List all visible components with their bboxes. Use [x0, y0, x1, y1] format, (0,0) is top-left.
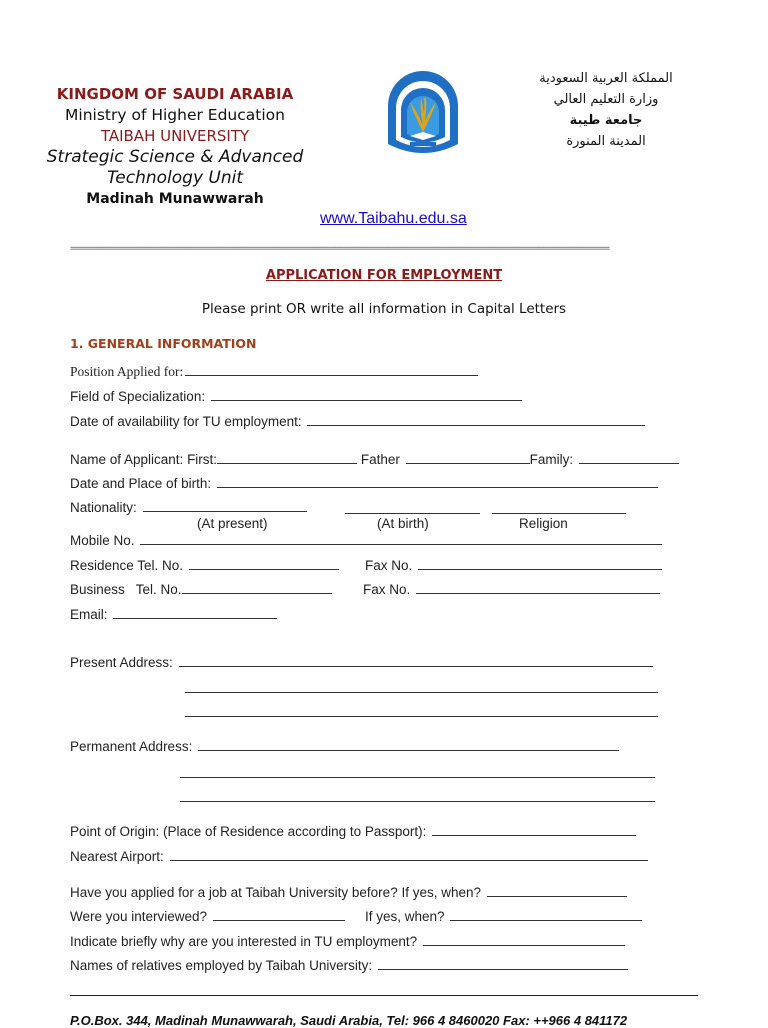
taibah-logo — [380, 66, 466, 160]
arabic-line-2: وزارة التعليم العالي — [553, 92, 659, 107]
residence-fax-field[interactable] — [418, 557, 662, 570]
religion-field[interactable] — [492, 513, 626, 514]
website-link[interactable]: www.Taibahu.edu.sa — [320, 210, 467, 227]
arabic-header — [520, 68, 692, 152]
dob-label: Date and Place of birth: — [70, 476, 212, 491]
email-row — [70, 606, 277, 622]
applied-before-row — [70, 884, 627, 900]
mobile-row — [70, 532, 662, 548]
airport-label: Nearest Airport: — [70, 849, 164, 864]
present-address-field-2[interactable] — [185, 692, 658, 693]
availability-row — [70, 413, 645, 429]
business-fax-field[interactable] — [416, 581, 660, 594]
mobile-label: Mobile No. — [70, 533, 135, 548]
interview-when-row — [365, 908, 642, 924]
relatives-field[interactable] — [378, 957, 628, 970]
father-name-field[interactable] — [406, 451, 530, 464]
business-tel-field[interactable] — [182, 581, 332, 594]
airport-row — [70, 848, 648, 864]
position-row — [70, 363, 478, 380]
mobile-field[interactable] — [140, 532, 662, 545]
email-label: Email: — [70, 607, 108, 622]
applied-before-label: Have you applied for a job at Taibah University before? If yes, when? — [70, 885, 481, 900]
field-row — [70, 388, 522, 404]
relatives-label: Names of relatives employed by Taibah University: — [70, 958, 373, 973]
why-interested-row — [70, 933, 625, 949]
arabic-line-3: جامعة طيبة — [569, 113, 643, 128]
field-label: Field of Specialization: — [70, 389, 206, 404]
at-present-caption: (At present) — [197, 516, 268, 531]
residence-tel-row — [70, 557, 339, 573]
present-address-field-1[interactable] — [179, 654, 653, 667]
origin-row — [70, 823, 636, 839]
field-field[interactable] — [211, 388, 522, 401]
unit-line-2: Technology Unit — [106, 168, 244, 188]
family-name-field[interactable] — [579, 451, 679, 464]
permanent-address-label: Permanent Address: — [70, 739, 193, 754]
origin-label: Point of Origin: (Place of Residence according to Passport): — [70, 824, 427, 839]
footer-address: P.O.Box. 344, Madinah Munawwarah, Saudi Arabia, Tel: 966 4 8460020 Fax: ++966 4 841172 — [70, 1013, 628, 1028]
nationality-present-field[interactable] — [143, 499, 307, 512]
permanent-address-field-1[interactable] — [198, 738, 619, 751]
interview-when-label: If yes, when? — [365, 909, 445, 924]
form-instruction: Please print OR write all information in Capital Letters — [201, 301, 567, 317]
first-name-field[interactable] — [217, 451, 357, 464]
why-interested-field[interactable] — [423, 933, 625, 946]
nationality-label: Nationality: — [70, 500, 137, 515]
arabic-line-1: المملكة العربية السعودية — [539, 71, 673, 86]
present-address-row — [70, 654, 653, 670]
residence-tel-label: Residence Tel. No. — [70, 558, 184, 573]
ministry-name: Ministry of Higher Education — [65, 106, 285, 124]
availability-label: Date of availability for TU employment: — [70, 414, 302, 429]
form-title: APPLICATION FOR EMPLOYMENT — [265, 268, 503, 283]
name-row — [70, 451, 679, 467]
dob-row — [70, 475, 658, 491]
kingdom-title: KINGDOM OF SAUDI ARABIA — [56, 85, 294, 103]
business-tel-label: Business Tel. No. — [70, 582, 182, 597]
name-first-label: Name of Applicant: First: — [70, 452, 218, 467]
position-label: Position Applied for: — [70, 364, 184, 379]
arabic-line-4: المدينة المنورة — [566, 134, 646, 149]
footer-rule — [70, 995, 698, 996]
dob-field[interactable] — [217, 475, 658, 488]
applied-before-field[interactable] — [487, 884, 627, 897]
section-general-information: 1. GENERAL INFORMATION — [70, 336, 257, 351]
permanent-address-field-2[interactable] — [180, 777, 655, 778]
interview-when-field[interactable] — [450, 908, 642, 921]
present-address-label: Present Address: — [70, 655, 173, 670]
email-field[interactable] — [113, 606, 277, 619]
unit-line-1: Strategic Science & Advanced — [46, 147, 304, 167]
interviewed-row — [70, 908, 345, 924]
religion-caption: Religion — [519, 516, 568, 531]
airport-field[interactable] — [170, 848, 648, 861]
city-name: Madinah Munawwarah — [86, 191, 264, 207]
at-birth-caption: (At birth) — [377, 516, 429, 531]
position-field[interactable] — [185, 363, 478, 376]
present-address-field-3[interactable] — [185, 716, 658, 717]
business-fax-row — [363, 581, 660, 597]
business-fax-label: Fax No. — [363, 582, 411, 597]
residence-fax-row — [365, 557, 662, 573]
interviewed-field[interactable] — [213, 908, 345, 921]
residence-tel-field[interactable] — [189, 557, 339, 570]
separator-line: ========================================================================================================================== — [70, 244, 610, 254]
permanent-address-row — [70, 738, 619, 754]
university-name: TAIBAH UNIVERSITY — [100, 127, 250, 145]
origin-field[interactable] — [432, 823, 636, 836]
permanent-address-field-3[interactable] — [180, 801, 655, 802]
business-tel-row — [70, 581, 332, 597]
nationality-row — [70, 499, 307, 515]
why-interested-label: Indicate briefly why are you interested in TU employment? — [70, 934, 418, 949]
family-label: Family: — [529, 452, 574, 467]
relatives-row — [70, 957, 628, 973]
english-header — [20, 84, 330, 210]
availability-field[interactable] — [307, 413, 645, 426]
father-label: Father — [360, 452, 400, 467]
interviewed-label: Were you interviewed? — [70, 909, 208, 924]
nationality-birth-field[interactable] — [345, 513, 480, 514]
residence-fax-label: Fax No. — [365, 558, 413, 573]
